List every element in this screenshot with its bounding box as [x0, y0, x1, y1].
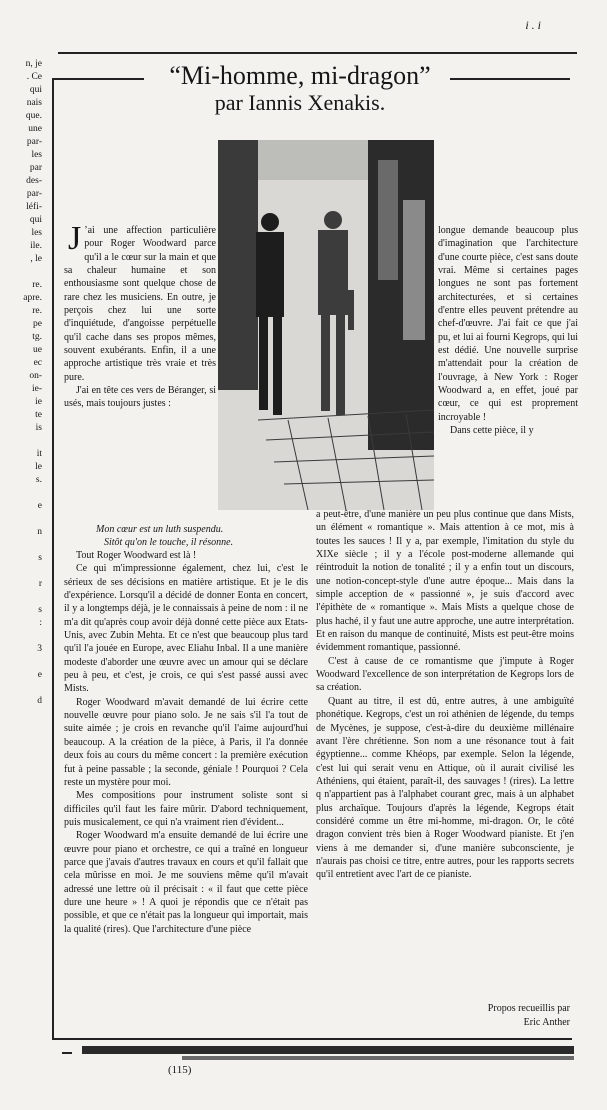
footer-bar — [82, 1046, 574, 1054]
paragraph: Tout Roger Woodward est là ! — [76, 550, 197, 561]
column-bottom-left — [64, 549, 308, 936]
fragment-line: re. — [32, 306, 42, 316]
fragment-line: les — [31, 150, 42, 160]
paragraph: Roger Woodward m'a ensuite demandé de lui écrire une œuvre pour piano et orchestre, ce qui a traîné en longueur parce que j'avais d'autres travaux en cours et qu'il fallait que cela mûrisse en moi. Je me souviens même qu'il m'avait adressé une lettre où il précisait : « il faut que cette pièce dure une heure » ! A quoi je répondis que ce n'était pas possible, et que ce n'était pas la longueur qui importait, mais la qualité (rires). Que l'architecture d'une pièce — [64, 830, 308, 935]
fragment-line: is — [35, 423, 42, 433]
paragraph: Mes compositions pour instrument soliste sont si difficiles qu'il faut les faire mûrir. D'abord techniquement, puis musicalement, ce qui n'a vraiment rien d'évident... — [64, 790, 308, 828]
fragment-line: re. — [32, 280, 42, 290]
paragraph: J'ai en tête ces vers de Béranger, si usés, mais toujours justes : — [64, 385, 216, 410]
paragraph: Ce qui m'impressionne également, chez lui, c'est le sérieux de ses décisions en matière artistique. Et je le dis d'expérience. Lorsqu'il a décidé de donner Eonta en concert, il y a longtemps déjà, je le connaissais à peine de nom : il ne m'a dit qu'après coup avoir déjà donné cette pièce aux Etats-Unis, avec Zubin Mehta. Et ce n'est que beaucoup plus tard qu'il l'a jouée en Europe, avec Eliahu Inbal. Il a une manière modeste d'aborder une œuvre avec un amour qui se déclare peu à peu, et c'est, je crois, ce qui s'est passé aussi avec Mists. — [64, 563, 308, 695]
fragment-line: d — [37, 696, 42, 706]
fragment-line: n, je — [25, 59, 42, 69]
fragment-line: pe — [33, 319, 42, 329]
fragment-line: s — [38, 553, 42, 563]
paragraph: Dans cette pièce, il y — [450, 425, 534, 437]
fragment-line: . Ce — [26, 72, 42, 82]
previous-column-fragment — [0, 58, 44, 708]
fragment-line: it — [36, 449, 42, 459]
fragment-line — [0, 487, 44, 500]
fragment-line: les — [31, 228, 42, 238]
fragment-line: apre. — [23, 293, 42, 303]
fragment-line: une — [28, 124, 42, 134]
paragraph: a peut-être, d'une manière un peu plus continue que dans Mists, un élément « romantique ». Mais attention à ce mot, mis à toutes les sauces ! Il y a, par exemple, l'imitation du style du XIXe siècle ; il y a l'école post-moderne allemande qui réintroduit la notion de tonalité ; il y a enfin tout un discours, une notion-concept-style d'une autre époque... Mais dans la simple acception de « passionné », je suis d'accord avec l'épithète de « romantique ». Mais Mists a quelque chose de plus haché, il y faut une autre approche, une autre interprétation. Et en raison du manque de continuité, Mists est peut-être moins évidemment romantique, passionné. — [316, 509, 574, 654]
article-title — [120, 62, 480, 116]
fragment-line: par- — [26, 189, 42, 199]
fragment-line: qui — [29, 215, 42, 225]
frame-bottom — [52, 1038, 572, 1040]
paragraph: Roger Woodward m'avait demandé de lui écrire cette nouvelle œuvre pour piano solo. Je ne sais s'il l'a tout de suite aimée ; je crois en revanche qu'il l'aime aujourd'hui beaucoup. A la création de la pièce, à Paris, il l'a donnée deux fois au cours du même concert : la première exécution fut à peine passable ; la seconde, géniale ! Pourquoi ? Cela reste un mystère pour moi. — [64, 696, 308, 788]
paragraph: ’ai une affection particulière pour Roger Woodward parce qu'il a le cœur sur la main et que sa chaleur humaine et son enthousiasme sont quelque chose de rare chez les musiciens. En outre, je perçois chez lui une sorte d'inquiétude, d'angoisse perpétuelle qu'il cache dans ses propos mêmes, souvent exubérants. Enfin, il a une approche artistique très vraie et très pure. — [64, 225, 216, 383]
fragment-line — [0, 591, 44, 604]
fragment-line: e — [37, 501, 42, 511]
footer-tick — [62, 1052, 72, 1054]
fragment-line: 3 — [37, 644, 42, 654]
column-left — [64, 220, 216, 411]
fragment-line: : — [39, 618, 42, 628]
fragment-line: nais — [26, 98, 42, 108]
fragment-line: que. — [25, 111, 42, 121]
fragment-line: qui — [29, 85, 42, 95]
top-rule — [58, 52, 577, 54]
poem-line: Mon cœur est un luth suspendu. — [96, 524, 224, 535]
fragment-line: , le — [30, 254, 42, 264]
fragment-line: par- — [26, 137, 42, 147]
fragment-line: on- — [29, 371, 42, 381]
fragment-line — [0, 266, 44, 279]
paragraph: Quant au titre, il est dû, entre autres, à une ambiguïté phonétique. Kegrops, c'est un roi athénien de légende, du temps de Mycènes, je suppose, c'est-à-dire du deuxième millénaire avant l'ère chrétienne. Son nom a une résonance tout à fait égyptienne... comme Khéops, par exemple. Selon la légende, c'est lui qui serait venu en Attique, où il aurait civilisé les Athéniens, qui étaient, paraît-il, des sauvages ! (rires). La lettre q n'appartient pas à l'alphabet courant grec, mais à un alphabet plus archaïque. Toujours d'après la légende, Kegrops était considéré comme un être mi-homme, mi-dragon. Or, le côté dragon convient très bien à Roger Woodward pianiste. Et j'en viens à me demander si, d'une manière subconsciente, je n'aurais pas choisi ce titre, entre autres, pour les rapports secrets qu'il entretient avec l'art de ce pianiste. — [316, 695, 574, 881]
fragment-line: n — [37, 527, 42, 537]
fragment-line — [0, 539, 44, 552]
fragment-line: tg. — [32, 332, 42, 342]
frame-left — [52, 78, 54, 1038]
folio-mark: i . i — [525, 18, 541, 32]
fragment-line — [0, 513, 44, 526]
drop-cap: J — [68, 220, 82, 257]
fragment-line: ie — [35, 397, 42, 407]
paragraph: longue demande beaucoup plus d'imagination que l'architecture d'une courte pièce, c'est sans doute vrai. Même si certaines pages longues ne sont pas fortement architecturées, et si certaines d'entre elles peuvent prétendre au chef-d'œuvre. J'ai fait ce que j'ai pu, et lui ai fourni Kegrops, qui lui est dédié. Une nouvelle surprise m'attendait pour la création de l'ouvrage, à New York : Roger Woodward a, en effet, joué par cœur, ce qui est proprement incroyable ! — [438, 225, 578, 423]
fragment-line: ec — [33, 358, 42, 368]
fragment-line: te — [35, 410, 42, 420]
photo-two-men-walking — [218, 140, 434, 510]
page-number: (115) — [168, 1064, 192, 1076]
fragment-line — [0, 565, 44, 578]
paragraph: C'est à cause de ce romantisme que j'impute à Roger Woodward l'excellence de son interprétation de Kegrops lors de sa création. — [316, 655, 574, 694]
fragment-line: s — [38, 605, 42, 615]
fragment-line: léfi- — [26, 202, 42, 212]
fragment-line: s. — [35, 475, 42, 485]
fragment-line: ile. — [30, 241, 42, 251]
fragment-line: ie- — [31, 384, 42, 394]
fragment-line: le — [35, 462, 42, 472]
byline-author: Eric Anther — [523, 1017, 570, 1028]
title-line-1: “Mi-homme, mi-dragon” — [169, 61, 431, 90]
fragment-line — [0, 630, 44, 643]
byline-line-1: Propos recueillis par — [487, 1003, 570, 1014]
fragment-line — [0, 435, 44, 448]
title-line-2: par Iannis Xenakis. — [214, 90, 386, 115]
footer-bar-shadow — [182, 1056, 574, 1060]
poem-quote — [96, 523, 306, 549]
fragment-line — [0, 656, 44, 669]
poem-line: Sitôt qu'on le touche, il résonne. — [104, 537, 234, 548]
column-bottom-right — [316, 508, 574, 882]
fragment-line: e — [37, 670, 42, 680]
fragment-line: des- — [26, 176, 42, 186]
fragment-line: par — [29, 163, 42, 173]
fragment-line: r — [38, 579, 42, 589]
byline — [450, 1002, 570, 1030]
fragment-line — [0, 682, 44, 695]
column-right — [438, 224, 578, 438]
fragment-line: ue — [33, 345, 42, 355]
